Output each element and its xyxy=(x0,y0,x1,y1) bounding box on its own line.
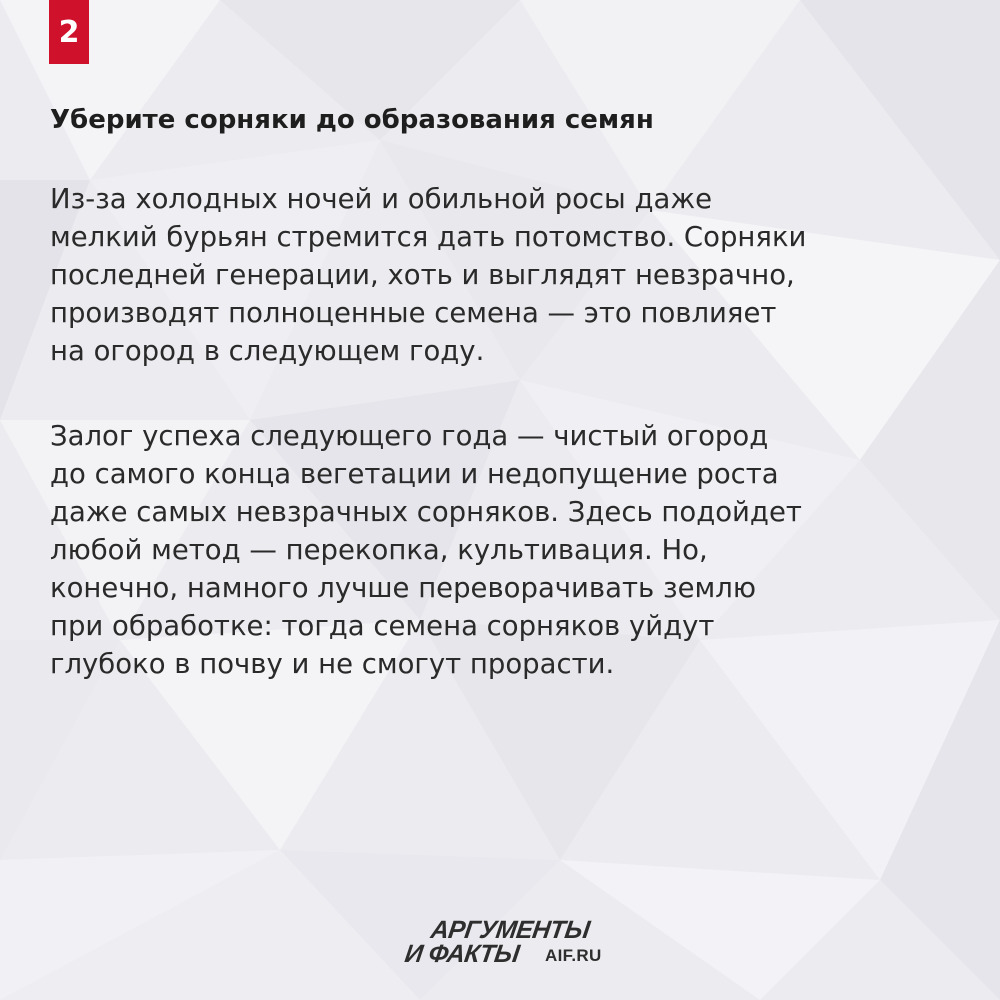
paragraph-2 xyxy=(50,417,970,683)
logo-line-2: И ФАКТЫ xyxy=(403,940,521,968)
paragraph-1 xyxy=(50,180,970,370)
paragraph-line: последней генерации, хоть и выглядят невзрачно, xyxy=(50,259,795,291)
paragraph-line: конечно, намного лучше переворачивать землю xyxy=(50,572,756,604)
card-title: Уберите сорняки до образования семян xyxy=(50,105,654,135)
paragraph-line: до самого конца вегетации и недопущение роста xyxy=(50,458,779,490)
paragraph-line: любой метод — перекопка, культивация. Но, xyxy=(50,534,708,566)
paragraph-line: производят полноценные семена — это повлияет xyxy=(50,297,777,329)
card-number-badge: 2 xyxy=(49,0,89,64)
paragraph-line: мелкий бурьян стремится дать потомство. Сорняки xyxy=(50,221,807,253)
paragraph-line: Залог успеха следующего года — чистый огород xyxy=(50,420,769,452)
aif-logo xyxy=(405,917,620,973)
paragraph-line: глубоко в почву и не смогут прорасти. xyxy=(50,648,615,680)
paragraph-line: при обработке: тогда семена сорняков уйдут xyxy=(50,610,715,642)
logo-site: AIF.RU xyxy=(545,946,602,965)
logo-line-1: АРГУМЕНТЫ xyxy=(429,916,592,944)
paragraph-line: даже самых невзрачных сорняков. Здесь подойдет xyxy=(50,496,802,528)
paragraph-line: Из-за холодных ночей и обильной росы даже xyxy=(50,183,713,215)
paragraph-line: на огород в следующем году. xyxy=(50,335,485,367)
